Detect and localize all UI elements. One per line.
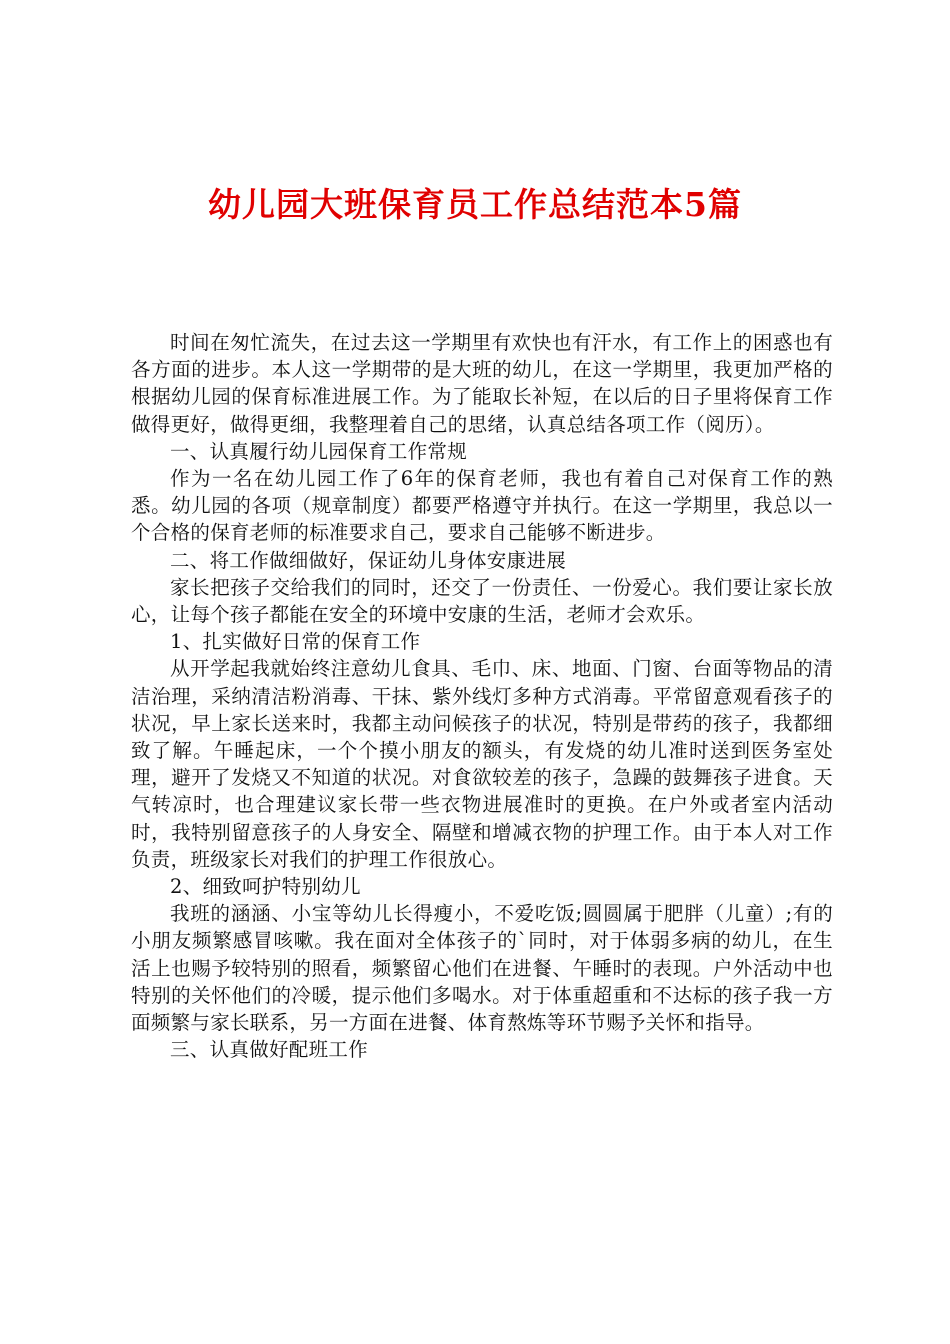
subsection-heading-2: 2、细致呵护特别幼儿	[170, 875, 361, 899]
paragraph-subsection-1: 从开学起我就始终注意幼儿食具、毛巾、床、地面、门窗、台面等物品的清洁治理，采纳清洁粉消毒、干抹、紫外线灯多种方式消毒。平常留意观看孩子的状况，早上家长送来时，我都主动问候孩子的状况，特别是带药的孩子，我都细致了解。午睡起床，一个个摸小朋友的额头，有发烧的幼儿准时送到医务室处理，避开了发烧又不知道的状况。对食欲较差的孩子，急躁的鼓舞孩子进食。天气转凉时，也合理建议家长带一些衣物进展准时的更换。在户外或者室内活动时，我特别留意孩子的人身安全、隔壁和增减衣物的护理工作。由于本人对工作负责，班级家长对我们的护理工作很放心。	[131, 657, 833, 871]
section-heading-3: 三、认真做好配班工作	[170, 1038, 369, 1062]
subsection-heading-1: 1、扎实做好日常的保育工作	[170, 630, 421, 654]
paragraph-section-2: 家长把孩子交给我们的同时，还交了一份责任、一份爱心。我们要让家长放心，让每个孩子都能在安全的环境中安康的生活，老师才会欢乐。	[131, 575, 833, 627]
document-title: 幼儿园大班保育员工作总结范本5篇	[208, 185, 742, 224]
section-heading-1: 一、认真履行幼儿园保育工作常规	[170, 439, 468, 463]
paragraph-subsection-2: 我班的涵涵、小宝等幼儿长得瘦小，不爱吃饭;圆圆属于肥胖（儿童）;有的小朋友频繁感冒咳嗽。我在面对全体孩子的`同时，对于体弱多病的幼儿，在生活上也赐予较特别的照看，频繁留心他们在进餐、午睡时的表现。户外活动中也特别的关怀他们的冷暖，提示他们多喝水。对于体重超重和不达标的孩子我一方面频繁与家长联系，另一方面在进餐、体育熬炼等环节赐予关怀和指导。	[131, 902, 833, 1035]
section-heading-2: 二、将工作做细做好，保证幼儿身体安康进展	[170, 548, 567, 572]
document-body	[131, 329, 833, 1063]
paragraph-intro: 时间在匆忙流失，在过去这一学期里有欢快也有汗水，有工作上的困惑也有各方面的进步。本人这一学期带的是大班的幼儿，在这一学期里，我更加严格的根据幼儿园的保育标准进展工作。为了能取长补短，在以后的日子里将保育工作做得更好，做得更细，我整理着自己的思绪，认真总结各项工作（阅历）。	[131, 331, 833, 436]
paragraph-section-1: 作为一名在幼儿园工作了6年的保育老师，我也有着自己对保育工作的熟悉。幼儿园的各项（规章制度）都要严格遵守并执行。在这一学期里，我总以一个合格的保育老师的标准要求自己，要求自己能够不断进步。	[131, 467, 833, 545]
